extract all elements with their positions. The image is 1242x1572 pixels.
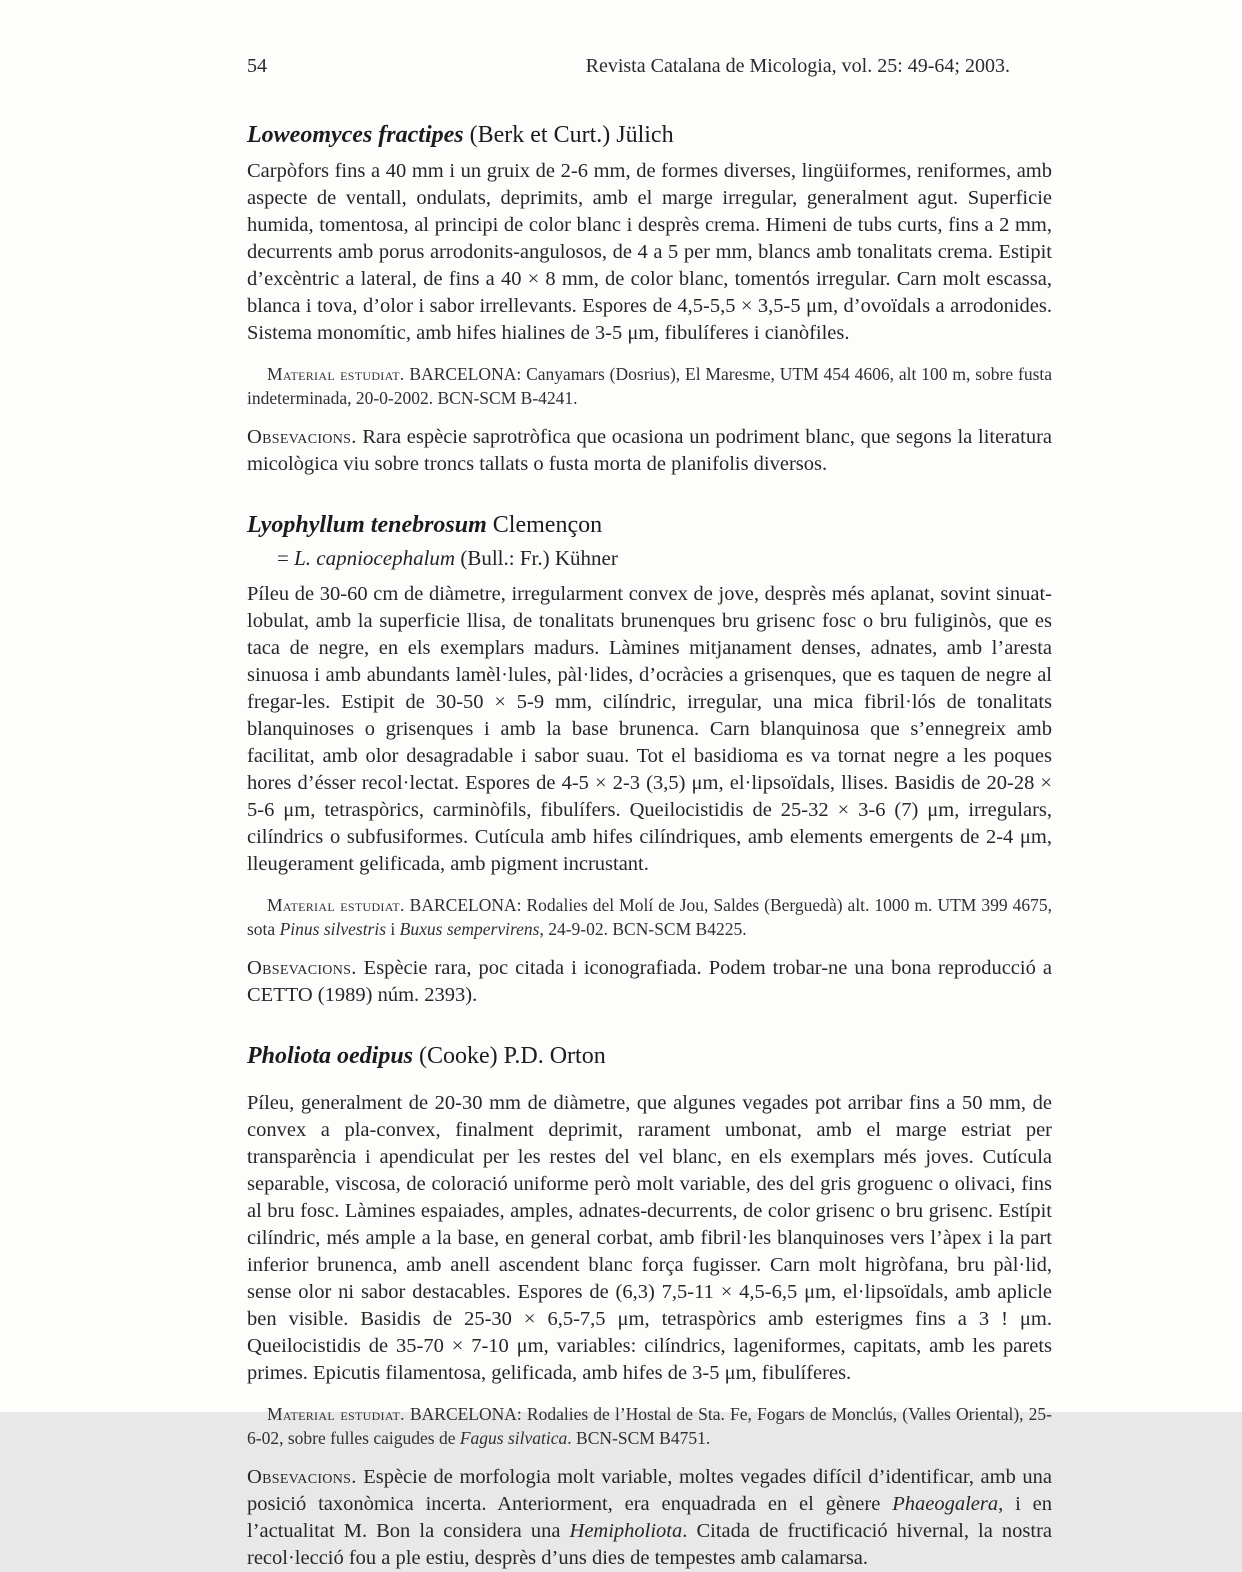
- taxon-section-pholiota-oedipus: [247, 1043, 1052, 1572]
- taxon-section-lyophyllum-tenebrosum: [247, 512, 1052, 1009]
- observations: Obsevacions. Espècie rara, poc citada i iconografiada. Podem trobar-ne una bona reproducció a CETTO (1989) núm. 2393).: [247, 957, 1052, 1006]
- taxon-description: Píleu, generalment de 20-30 mm de diàmetre, que algunes vegades pot arribar fins a 50 mm, de convex a pla-convex, finalment deprimit, rarament umbonat, amb el marge estriat per transparència i apendiculat per les restes del vel blanc, en els exemplars més joves. Cutícula separable, viscosa, de coloració uniforme però molt variable, des del gris groguenc o olivaci, fins al bru fosc. Làmines espaiades, amples, adnates-decurrents, de color grisenc o bru grisenc. Estípit cilíndric, més ample a la base, en general corbat, amb fibril·les blanquinoses vers l’àpex i la part inferior brunenca, amb anell ascendent blanc força fugisser. Carn molt higròfana, bru pàl·lid, sense olor ni sabor destacables. Espores de (6,3) 7,5-11 × 4,5-6,5 μm, el·lipsoïdals, amb aplicle ben visible. Basidis de 25-30 × 6,5-7,5 μm, tetraspòrics amb esterigmes fins a 3 ! μm. Queilocistidis de 35-70 × 7-10 μm, variables: cilíndrics, lageniformes, capitats, amb les parets primes. Epicutis filamentosa, gelificada, amb hifes de 3-5 μm, fibulíferes.: [247, 1092, 1052, 1384]
- taxon-title: Loweomyces fractipes (Berk et Curt.) Jülich: [247, 122, 674, 148]
- taxon-description: Carpòfors fins a 40 mm i un gruix de 2-6 mm, de formes diverses, lingüiformes, reniformes, amb aspecte de ventall, ondulats, deprimits, amb el marge irregular, generalment agut. Superficie humida, tomentosa, al principi de color blanc i desprès crema. Himeni de tubs curts, fins a 2 mm, decurrents amb porus arrodonits-angulosos, de 4 a 5 per mm, blancs amb tonalitats crema. Estipit d’excèntric a lateral, de fins a 40 × 8 mm, de color blanc, tomentós irregular. Carn molt escassa, blanca i tova, d’olor i sabor irrellevants. Espores de 4,5-5,5 × 3,5-5 μm, d’ovoïdals a arrodonides. Sistema monomític, amb hifes hialines de 3-5 μm, fibulíferes i cianòfiles.: [247, 160, 1052, 344]
- material-studied: Material estudiat. BARCELONA: Rodalies del Molí de Jou, Saldes (Berguedà) alt. 1000 m. UTM 399 4675, sota Pinus silvestris i Buxus sempervirens, 24-9-02. BCN-SCM B4225.: [247, 895, 1052, 939]
- taxon-title: Pholiota oedipus (Cooke) P.D. Orton: [247, 1043, 606, 1069]
- taxon-description: Píleu de 30-60 cm de diàmetre, irregularment convex de jove, desprès més aplanat, sovint sinuat-lobulat, amb la superficie llisa, de tonalitats brunenques bru grisenc fosc o bru fuliginòs, que es taca de negre, en els exemplars madurs. Làmines mitjanament denses, adnates, amb l’aresta sinuosa i amb abundants lamèl·lules, pàl·lides, d’ocràcies a grisenques, que es taquen de negre al fregar-les. Estipit de 30-50 × 5-9 mm, cilíndric, irregular, una mica fibril·lós de tonalitats blanquinoses o grisenques i amb la base brunenca. Carn blanquinosa que s’ennegreix amb facilitat, amb olor desagradable i sabor suau. Tot el basidioma es va tornat negre a les poques hores d’ésser recol·lectat. Espores de 4-5 × 2-3 (3,5) μm, el·lipsoïdals, llises. Basidis de 20-28 × 5-6 μm, tetraspòrics, carminòfils, fibulífers. Queilocistidis de 25-32 × 3-6 (7) μm, irregulars, cilíndrics o subfusiformes. Cutícula amb hifes cilíndriques, amb elements emergents de 2-4 μm, lleugerament gelificada, amb pigment incrustant.: [247, 583, 1052, 875]
- running-head: [247, 55, 1052, 78]
- observations: Obsevacions. Rara espècie saprotròfica que ocasiona un podriment blanc, que segons la literatura micològica viu sobre troncs tallats o fusta morta de planifolis diversos.: [247, 426, 1052, 475]
- taxon-synonym: = L. capniocephalum (Bull.: Fr.) Kühner: [277, 546, 618, 570]
- material-studied: Material estudiat. BARCELONA: Rodalies de l’Hostal de Sta. Fe, Fogars de Monclús, (Valles Oriental), 25-6-02, sobre fulles caigudes de Fagus silvatica. BCN-SCM B4751.: [247, 1404, 1053, 1448]
- taxon-title: Lyophyllum tenebrosum Clemençon: [247, 512, 603, 538]
- page-number: 54: [247, 55, 267, 77]
- journal-citation: Revista Catalana de Micologia, vol. 25: 49-64; 2003.: [585, 55, 1010, 77]
- observations: Obsevacions. Espècie de morfologia molt variable, moltes vegades difícil d’identificar, amb una posició taxonòmica incerta. Anteriorment, era enquadrada en el gènere Phaeogalera, i en l’actualitat M. Bon la considera una Hemipholiota. Citada de fructificació hivernal, la nostra recol·lecció fou a ple estiu, desprès d’uns dies de tempestes amb calamarsa.: [247, 1466, 1053, 1569]
- material-studied: Material estudiat. BARCELONA: Canyamars (Dosrius), El Maresme, UTM 454 4606, alt 100 m, sobre fusta indeterminada, 20-0-2002. BCN-SCM B-4241.: [247, 364, 1053, 408]
- taxon-section-loweomyces-fractipes: [247, 122, 1052, 478]
